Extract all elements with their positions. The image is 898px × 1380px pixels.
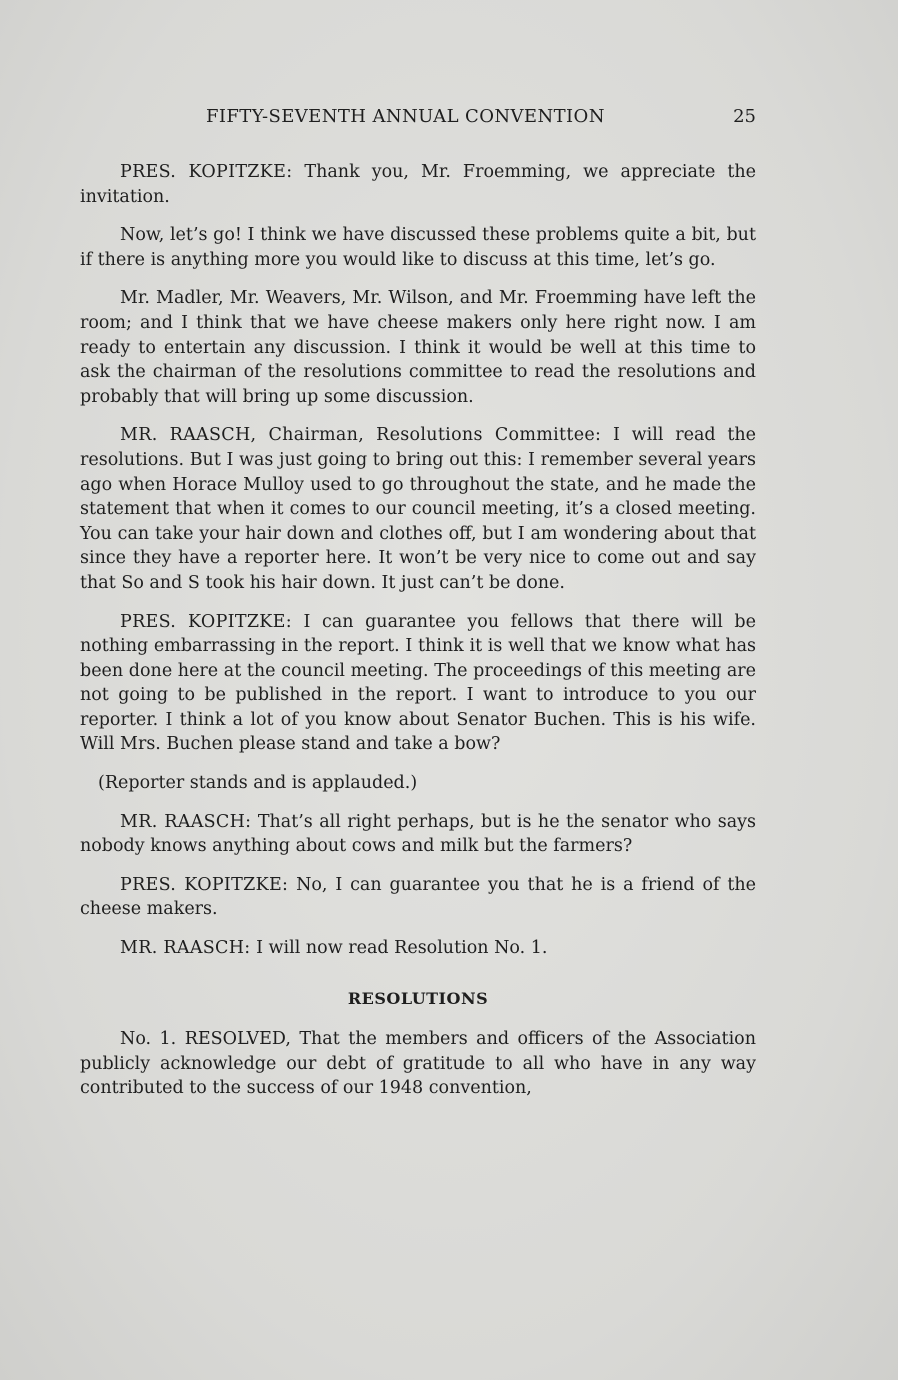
- page-number: 25: [733, 106, 756, 127]
- paragraph: [80, 423, 756, 595]
- paragraph: [80, 223, 756, 272]
- speaker-label: MR. RAASCH, Chairman, Resolutions Committee:: [120, 425, 602, 446]
- speaker-label: PRES. KOPITZKE:: [120, 611, 292, 632]
- stage-direction: [80, 771, 756, 796]
- body-text: [80, 160, 756, 1115]
- paragraph-text: I will read the resolutions. But I was just going to bring out this: I remember several years ago when Horace Mulloy used to go throughout the state, and he made the statement that when it comes to our council meeting, it’s a closed meeting. You can take your hair down and clothes off, but I am wondering about that since they have a reporter here. It won’t be very nice to come out and say that So and S took his hair down. It just can’t be done.: [80, 425, 757, 593]
- paragraph-text: Thank you, Mr. Froemming, we appreciate the invitation.: [80, 162, 757, 207]
- paragraph-text: (Reporter stands and is applauded.): [98, 773, 418, 794]
- paragraph: [80, 610, 756, 758]
- speaker-label: MR. RAASCH:: [120, 938, 251, 959]
- resolution-text: RESOLVED, That the members and officers of the Association publicly acknowledge our debt of gratitude to all who have in any way contributed to the success of our 1948 convention,: [80, 1029, 756, 1099]
- paragraph: [80, 810, 756, 859]
- paragraph-text: No, I can guarantee you that he is a friend of the cheese makers.: [80, 874, 756, 920]
- section-heading: RESOLUTIONS: [347, 988, 489, 1008]
- resolution-number: No. 1.: [120, 1029, 177, 1050]
- paragraph: [80, 936, 756, 961]
- speaker-label: PRES. KOPITZKE:: [120, 874, 289, 895]
- running-title: FIFTY-SEVENTH ANNUAL CONVENTION: [206, 106, 605, 127]
- paragraph-text: Mr. Madler, Mr. Weavers, Mr. Wilson, and Mr. Froemming have left the room; and I think that we have cheese makers only here right now. I am ready to entertain any discussion. I think it would be well at this time to ask the chairman of the resolutions committee to read the resolutions and probably that will bring up some discussion.: [80, 288, 756, 407]
- resolution-paragraph: [80, 1027, 756, 1101]
- paragraph: [80, 873, 756, 922]
- paragraph: [80, 160, 756, 209]
- paragraph: [80, 286, 756, 409]
- paragraph-text: I can guarantee you fellows that there will be nothing embarrassing in the report. I think it is well that we know what has been done here at the council meeting. The proceedings of this meeting are not going to be published in the report. I want to introduce to you our reporter. I think a lot of you know about Senator Buchen. This is his wife. Will Mrs. Buchen please stand and take a bow?: [80, 611, 756, 755]
- paragraph-text: I will now read Resolution No. 1.: [250, 938, 548, 959]
- running-header: [80, 106, 756, 136]
- paragraph-text: That’s all right perhaps, but is he the senator who says nobody knows anything about cows and milk but the farmers?: [80, 811, 756, 857]
- speaker-label: MR. RAASCH:: [120, 811, 252, 832]
- paragraph-text: Now, let’s go! I think we have discussed these problems quite a bit, but if there is anything more you would like to discuss at this time, let’s go.: [80, 225, 756, 270]
- speaker-label: PRES. KOPITZKE:: [120, 162, 293, 182]
